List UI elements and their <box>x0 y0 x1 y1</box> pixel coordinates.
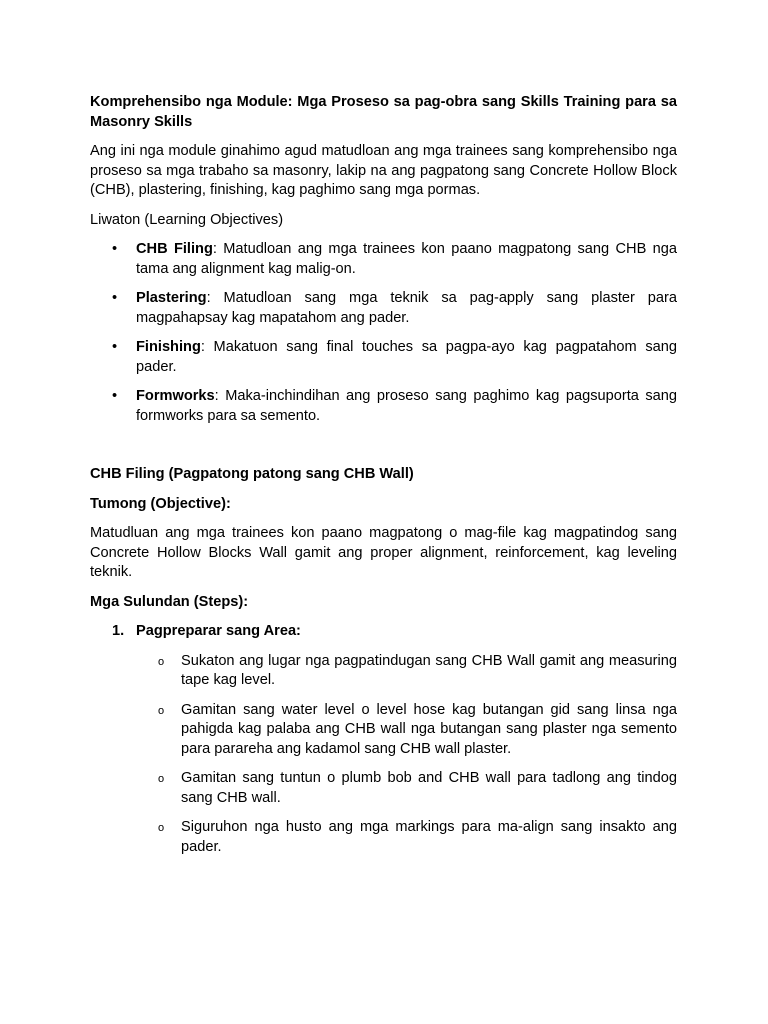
step-item-text: Siguruhon nga husto ang mga markings para ma-align sang insakto ang pader. <box>181 819 677 855</box>
section-spacer <box>90 436 677 465</box>
objective-text: : Matudloan ang mga trainees kon paano magpatong sang CHB nga tama ang alignment kag malig-on. <box>136 241 677 277</box>
objectives-heading: Liwaton (Learning Objectives) <box>90 211 284 228</box>
step-item <box>90 769 677 808</box>
objective-item <box>90 387 677 426</box>
bullet-marker: • <box>112 339 118 355</box>
objective-text: : Maka-inchindihan ang proseso sang paghimo kag pagsuporta sang formworks para sa semento. <box>136 388 677 424</box>
section-heading: CHB Filing (Pagpatong patong sang CHB Wall) <box>90 466 414 482</box>
objective-item <box>90 289 677 328</box>
sub-bullet-marker: o <box>158 704 165 717</box>
step-item <box>90 818 677 857</box>
step-item-text: Sukaton ang lugar nga pagpatindugan sang CHB Wall gamit ang measuring tape kag level. <box>181 652 677 688</box>
step-1-heading <box>90 622 677 642</box>
steps-label: Mga Sulundan (Steps): <box>90 593 249 610</box>
objective-text: : Matudloan sang mga teknik sa pag-apply sang plaster para magpahapsay kag mapatahom ang pader. <box>136 290 677 326</box>
sub-bullet-marker: o <box>158 655 165 668</box>
sub-bullet-marker: o <box>158 773 165 785</box>
step-1-items <box>90 652 677 858</box>
step-item <box>90 701 677 760</box>
document-title: Komprehensibo nga Module: Mga Proseso sa pag-obra sang Skills Training para sa Masonry Skills <box>90 94 677 130</box>
step-item-text: Gamitan sang tuntun o plumb bob and CHB wall para tadlong ang tindog sang CHB wall. <box>181 770 677 806</box>
objective-text: : Makatuon sang final touches sa pagpa-ayo kag pagpatahom sang pader. <box>136 339 677 375</box>
objective-term: CHB Filing <box>136 241 213 257</box>
objectives-list <box>90 240 677 426</box>
objective-item <box>90 338 677 377</box>
document-page <box>90 93 677 867</box>
bullet-marker: • <box>112 388 118 404</box>
step-item <box>90 652 677 691</box>
objective-term: Finishing <box>136 339 201 355</box>
step-item-text: Gamitan sang water level o level hose kag butangan gid sang linsa nga pahigda kag palaba ang CHB wall nga butangan sang plaster nga semento para parareha ang kadamol sang CHB wall plaster. <box>181 701 677 757</box>
objective-item <box>90 240 677 279</box>
step-title: Pagpreparar sang Area: <box>136 623 301 639</box>
objective-label: Tumong (Objective): <box>90 495 231 512</box>
objective-term: Formworks <box>136 388 215 404</box>
objective-paragraph: Matudluan ang mga trainees kon paano magpatong o mag-file kag magpatindog sang Concrete Hollow Blocks Wall gamit ang proper alignment, reinforcement, kag leveling teknik. <box>90 525 677 580</box>
bullet-marker: • <box>112 241 118 257</box>
objective-term: Plastering <box>136 290 207 306</box>
sub-bullet-marker: o <box>158 822 165 834</box>
step-number: 1. <box>112 623 125 639</box>
bullet-marker: • <box>112 290 118 306</box>
intro-paragraph: Ang ini nga module ginahimo agud matudloan ang mga trainees sang komprehensibo nga proseso sa mga trabaho sa masonry, lakip na ang pagpatong sang Concrete Hollow Block (CHB), plastering, finishing, kag paghimo sang mga pormas. <box>90 143 677 198</box>
